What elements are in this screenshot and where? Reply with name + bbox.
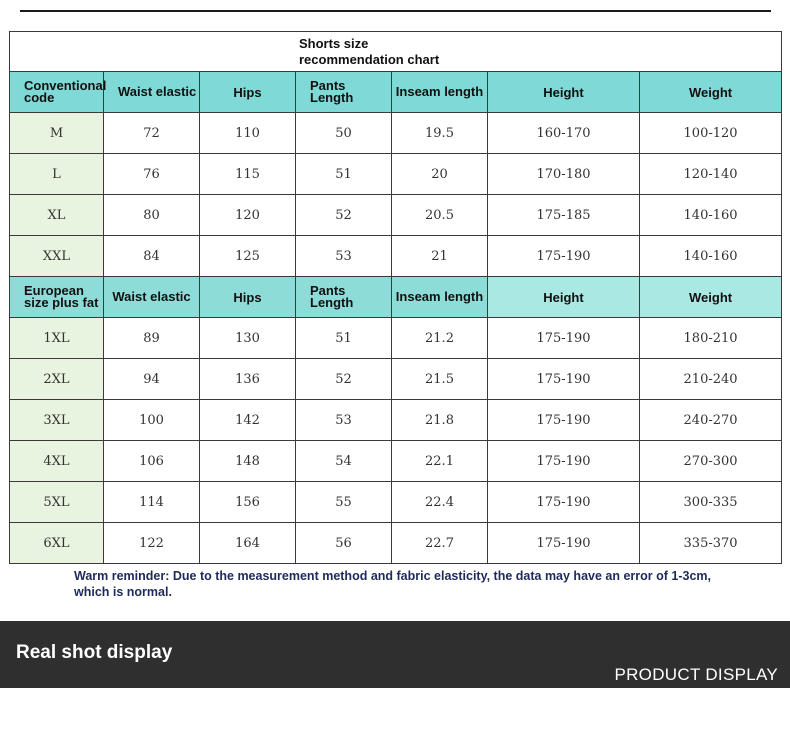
size-cell: M <box>10 113 104 154</box>
table-cell: 156 <box>200 482 296 523</box>
table-cell: 210-240 <box>640 359 782 400</box>
table-cell: 55 <box>296 482 392 523</box>
table-cell: 335-370 <box>640 523 782 564</box>
table-cell: 270-300 <box>640 441 782 482</box>
table-cell: 175-190 <box>488 236 640 277</box>
table-row <box>10 482 782 523</box>
table-cell: 100-120 <box>640 113 782 154</box>
warm-reminder-note: Warm reminder: Due to the measurement method and fabric elasticity, the data may have an error of 1-3cm, which is normal. <box>74 569 711 599</box>
table-cell: 106 <box>104 441 200 482</box>
header-row-european <box>10 277 782 318</box>
table-cell: 122 <box>104 523 200 564</box>
table-cell: 94 <box>104 359 200 400</box>
header-cell: Waist elastic <box>104 277 200 318</box>
header-cell: Height <box>488 72 640 113</box>
table-cell: 175-190 <box>488 441 640 482</box>
table-cell: 21.8 <box>392 400 488 441</box>
table-cell: 180-210 <box>640 318 782 359</box>
table-cell: 22.1 <box>392 441 488 482</box>
table-cell: 89 <box>104 318 200 359</box>
table-cell: 100 <box>104 400 200 441</box>
chart-title-line2: recommendation chart <box>299 51 440 67</box>
table-cell: 140-160 <box>640 236 782 277</box>
size-cell: 4XL <box>10 441 104 482</box>
header-cell: Conventional code <box>10 72 104 113</box>
table-row <box>10 154 782 195</box>
table-row <box>10 318 782 359</box>
header-cell: Pants Length <box>296 72 392 113</box>
header-cell: Waist elastic <box>104 72 200 113</box>
header-cell: Inseam length <box>392 277 488 318</box>
table-cell: 53 <box>296 400 392 441</box>
table-cell: 80 <box>104 195 200 236</box>
table-cell: 120-140 <box>640 154 782 195</box>
table-cell: 142 <box>200 400 296 441</box>
table-cell: 175-190 <box>488 523 640 564</box>
size-cell: L <box>10 154 104 195</box>
table-cell: 120 <box>200 195 296 236</box>
banner-subtitle: PRODUCT DISPLAY <box>614 665 778 684</box>
table-cell: 76 <box>104 154 200 195</box>
table-row <box>10 441 782 482</box>
header-cell: Pants Length <box>296 277 392 318</box>
table-cell: 51 <box>296 154 392 195</box>
table-cell: 56 <box>296 523 392 564</box>
table-cell: 114 <box>104 482 200 523</box>
table-cell: 72 <box>104 113 200 154</box>
size-cell: 3XL <box>10 400 104 441</box>
size-cell: 5XL <box>10 482 104 523</box>
table-cell: 148 <box>200 441 296 482</box>
table-cell: 20.5 <box>392 195 488 236</box>
table-cell: 110 <box>200 113 296 154</box>
table-cell: 160-170 <box>488 113 640 154</box>
table-cell: 115 <box>200 154 296 195</box>
header-cell: European size plus fat <box>10 277 104 318</box>
table-cell: 52 <box>296 195 392 236</box>
table-cell: 140-160 <box>640 195 782 236</box>
title-row <box>10 32 782 72</box>
table-cell: 300-335 <box>640 482 782 523</box>
table-cell: 21.2 <box>392 318 488 359</box>
header-cell: Height <box>488 277 640 318</box>
table-cell: 20 <box>392 154 488 195</box>
table-row <box>10 236 782 277</box>
table-cell: 53 <box>296 236 392 277</box>
header-row-conventional <box>10 72 782 113</box>
table-cell: 175-190 <box>488 359 640 400</box>
table-row <box>10 400 782 441</box>
banner-title: Real shot display <box>16 642 173 663</box>
table-cell: 164 <box>200 523 296 564</box>
size-cell: XXL <box>10 236 104 277</box>
table-cell: 22.4 <box>392 482 488 523</box>
table-cell: 125 <box>200 236 296 277</box>
table-row <box>10 113 782 154</box>
table-cell: 175-185 <box>488 195 640 236</box>
size-chart-table <box>9 31 782 564</box>
header-cell: Weight <box>640 72 782 113</box>
size-cell: 2XL <box>10 359 104 400</box>
top-divider <box>20 10 771 12</box>
table-cell: 21 <box>392 236 488 277</box>
table-cell: 50 <box>296 113 392 154</box>
table-cell: 54 <box>296 441 392 482</box>
table-row <box>10 359 782 400</box>
table-cell: 52 <box>296 359 392 400</box>
size-cell: 1XL <box>10 318 104 359</box>
table-cell: 19.5 <box>392 113 488 154</box>
header-cell: Hips <box>200 72 296 113</box>
size-cell: 6XL <box>10 523 104 564</box>
table-cell: 51 <box>296 318 392 359</box>
table-cell: 84 <box>104 236 200 277</box>
table-cell: 130 <box>200 318 296 359</box>
header-cell: Inseam length <box>392 72 488 113</box>
header-cell: Weight <box>640 277 782 318</box>
chart-title-line1: Shorts size <box>299 35 369 51</box>
product-display-banner <box>0 621 790 688</box>
table-row <box>10 195 782 236</box>
table-cell: 175-190 <box>488 400 640 441</box>
size-cell: XL <box>10 195 104 236</box>
table-row <box>10 523 782 564</box>
chart-title <box>10 32 782 72</box>
table-cell: 175-190 <box>488 482 640 523</box>
table-cell: 170-180 <box>488 154 640 195</box>
table-cell: 136 <box>200 359 296 400</box>
table-cell: 21.5 <box>392 359 488 400</box>
header-cell: Hips <box>200 277 296 318</box>
table-cell: 22.7 <box>392 523 488 564</box>
table-cell: 240-270 <box>640 400 782 441</box>
table-cell: 175-190 <box>488 318 640 359</box>
